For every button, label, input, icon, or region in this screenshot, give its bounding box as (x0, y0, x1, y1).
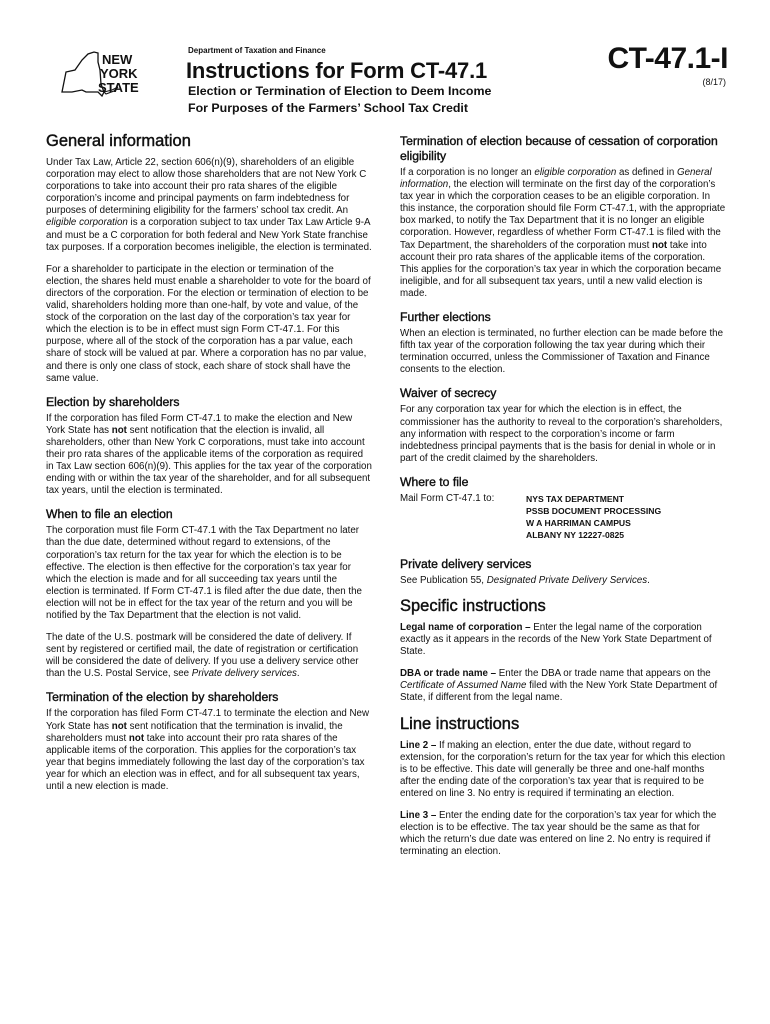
line-instructions-section (400, 715, 726, 859)
election-by-shareholders-paragraph: If the corporation has filed Form CT-47.1 to make the election and New York State has not sent notification that the election is invalid, all shareholders, other than New York C corporations, must take into account their pro rata shares of the applicable items of the corporation as required in Tax Law section 606(n)(9). This applies for the tax year of the corporation ending with or within the tax year of the shareholder, and for all subsequent tax years, until the election is terminated. (46, 412, 372, 497)
line-instructions-heading: Line instructions (400, 714, 520, 733)
subtitle-line-2: For Purposes of the Farmers’ School Tax Credit (188, 101, 468, 115)
cessation-paragraph: If a corporation is no longer an eligible corporation as defined in General information, the election will terminate on the first day of the corporation’s tax year in which the corporation ceases to be an eligible corporation. In this instance, the corporation should file Form CT-47.1, with the appropriate box marked, to notify the Tax Department that it is no longer an eligible corporation. However, regardless of whether Form CT-47.1 is filed with the Tax Department, the shareholders of the corporation must not take into account their pro rata shares of the applicable items of the corporation. This applies for the corporation’s tax year in which the corporation became ineligible, and for all subsequent tax years, until a new valid election is made. (400, 167, 726, 299)
subtitle-line-1: Election or Termination of Election to Deem Income (188, 84, 492, 98)
further-elections-section (400, 310, 726, 376)
specific-instructions-heading: Specific instructions (400, 596, 546, 615)
new-york-state-logo (42, 48, 152, 106)
waiver-of-secrecy-paragraph: For any corporation tax year for which the election is in effect, the commissioner has the authority to reveal to the corporation’s shareholders, any information with respect to the corporation’s income or farm indebtedness principal payments that is the basis for denial in whole or in part of the credit claimed by the shareholders. (400, 404, 723, 464)
when-to-file-paragraph-1: The corporation must file Form CT-47.1 with the Tax Department no later than the due date, determined without regard to extensions, of the corporation’s tax return for the tax year for which the election is to be effective. The election is then effective for the corporation’s tax year for which the election is made and for all succeeding tax years until the election is terminated. If Form CT-47.1 is filed after the due date, then the election will not be in effect for the tax year of the return and you will be notified by the Tax Department that the election is not valid. (46, 525, 362, 621)
address-line: NYS TAX DEPARTMENT (526, 493, 625, 504)
dba-instruction: DBA or trade name – Enter the DBA or trade name that appears on the Certificate of Assumed Name filed with the New York State Department of State, if different from the legal name. (400, 668, 718, 704)
when-to-file-heading: When to file an election (46, 507, 173, 522)
further-elections-paragraph: When an election is terminated, no further election can be made before the fifth tax year of the corporation following the tax year during which their termination occurred, unless the Commissioner of Taxation and Finance consents to the election. (400, 328, 724, 376)
private-delivery-paragraph: See Publication 55, Designated Private Delivery Services. (400, 574, 650, 586)
logo-york: YORK (100, 66, 138, 81)
right-column (400, 130, 726, 868)
page-title: Instructions for Form CT-47.1 (186, 58, 488, 83)
specific-instructions-section (400, 597, 726, 705)
private-delivery-heading: Private delivery services (400, 556, 532, 571)
address-line: ALBANY NY 12227-0825 (526, 529, 625, 540)
line-3-instruction: Line 3 – Enter the ending date for the corporation’s tax year for which the election is to be effective. The tax year should be the same as that for which the return’s due date was entered on line 2. No entry is required if terminating an election. (400, 810, 717, 858)
general-information-section (46, 132, 372, 385)
left-column (46, 130, 372, 803)
mailing-address (526, 493, 661, 541)
logo-new: NEW (102, 52, 133, 67)
termination-by-shareholders-paragraph: If the corporation has filed Form CT-47.1 to terminate the election and New York State has not sent notification that the termination is invalid, the shareholders must not take into account their pro rata shares of the applicable items of the corporation. This applies for the corporation’s tax year that begins immediately following the last day of the corporation’s tax year for which an election was in effect, and for all subsequent tax years, until a new election is made. (46, 708, 369, 793)
termination-by-shareholders-section (46, 690, 372, 793)
waiver-of-secrecy-section (400, 386, 726, 464)
mail-to-label: Mail Form CT-47.1 to: (400, 492, 495, 504)
election-by-shareholders-section (46, 395, 372, 498)
revision-date: (8/17) (702, 77, 726, 87)
general-information-heading: General information (46, 132, 191, 150)
where-to-file-heading: Where to file (400, 474, 469, 489)
form-number: CT-47.1-I (607, 42, 728, 75)
address-line: W A HARRIMAN CAMPUS (526, 517, 631, 528)
page-subtitle (188, 83, 578, 117)
waiver-of-secrecy-heading: Waiver of secrecy (400, 386, 497, 401)
general-information-paragraph-1: Under Tax Law, Article 22, section 606(n)(9), shareholders of an eligible corporation may elect to allow those shareholders that are not New York C corporations to take into account their pro rata shares of the eligible corporation’s income and principal payments on farm indebtedness for purposes of determining eligibility for the farmers’ school tax credit. An eligible corporation is a corporation subject to tax under Tax Law Article 9-A and must be a C corporation for both federal and New York State franchise tax purposes. If a corporation becomes ineligible, the election is terminated. (46, 157, 372, 253)
further-elections-heading: Further elections (400, 310, 491, 325)
when-to-file-paragraph-2: The date of the U.S. postmark will be considered the date of delivery. If sent by registered or certified mail, the date of registration or certification will be considered the date of delivery. If you use a delivery service other than the U.S. Postal Service, see Private delivery services. (46, 632, 359, 680)
general-information-paragraph-2: For a shareholder to participate in the election or termination of the election, the shares held must enable a shareholder to vote for the board of directors of the corporation. For the election or termination of election to be valid, shareholders holding more than one-half, by vote and value, of the stock of the corporation on the last day of the corporation’s tax year for which the election is to be in effect must sign Form CT-47.1. For this purpose, where all of the stock of the corporation has a par value, each share of stock will be valued at par. Where a corporation has no par value, and there is only one class of stock, each share of stock shall have the same value. (46, 263, 371, 384)
legal-name-instruction: Legal name of corporation – Enter the legal name of the corporation exactly as it appears in the records of the New York State Department of State. (400, 621, 712, 658)
line-2-instruction: Line 2 – If making an election, enter the due date, without regard to extension, for the corporation’s return for the tax year for which this election is to be effective. This date will generally be three and one-half months after the ending date of the corporation’s tax year that is required to be entered on line 3. No entry is required if terminating an election. (400, 739, 725, 799)
address-line: PSSB DOCUMENT PROCESSING (526, 505, 662, 516)
cessation-heading: Termination of election because of cessation of corporation eligibility (400, 134, 718, 163)
mailing-address-block (400, 493, 726, 541)
private-delivery-section (400, 557, 726, 587)
election-by-shareholders-heading: Election by shareholders (46, 394, 180, 409)
when-to-file-section (46, 507, 372, 680)
cessation-section (400, 134, 726, 300)
logo-state: STATE (98, 80, 139, 95)
where-to-file-section (400, 475, 726, 541)
department-name: Department of Taxation and Finance (188, 46, 326, 55)
termination-by-shareholders-heading: Termination of the election by shareholders (46, 690, 279, 705)
